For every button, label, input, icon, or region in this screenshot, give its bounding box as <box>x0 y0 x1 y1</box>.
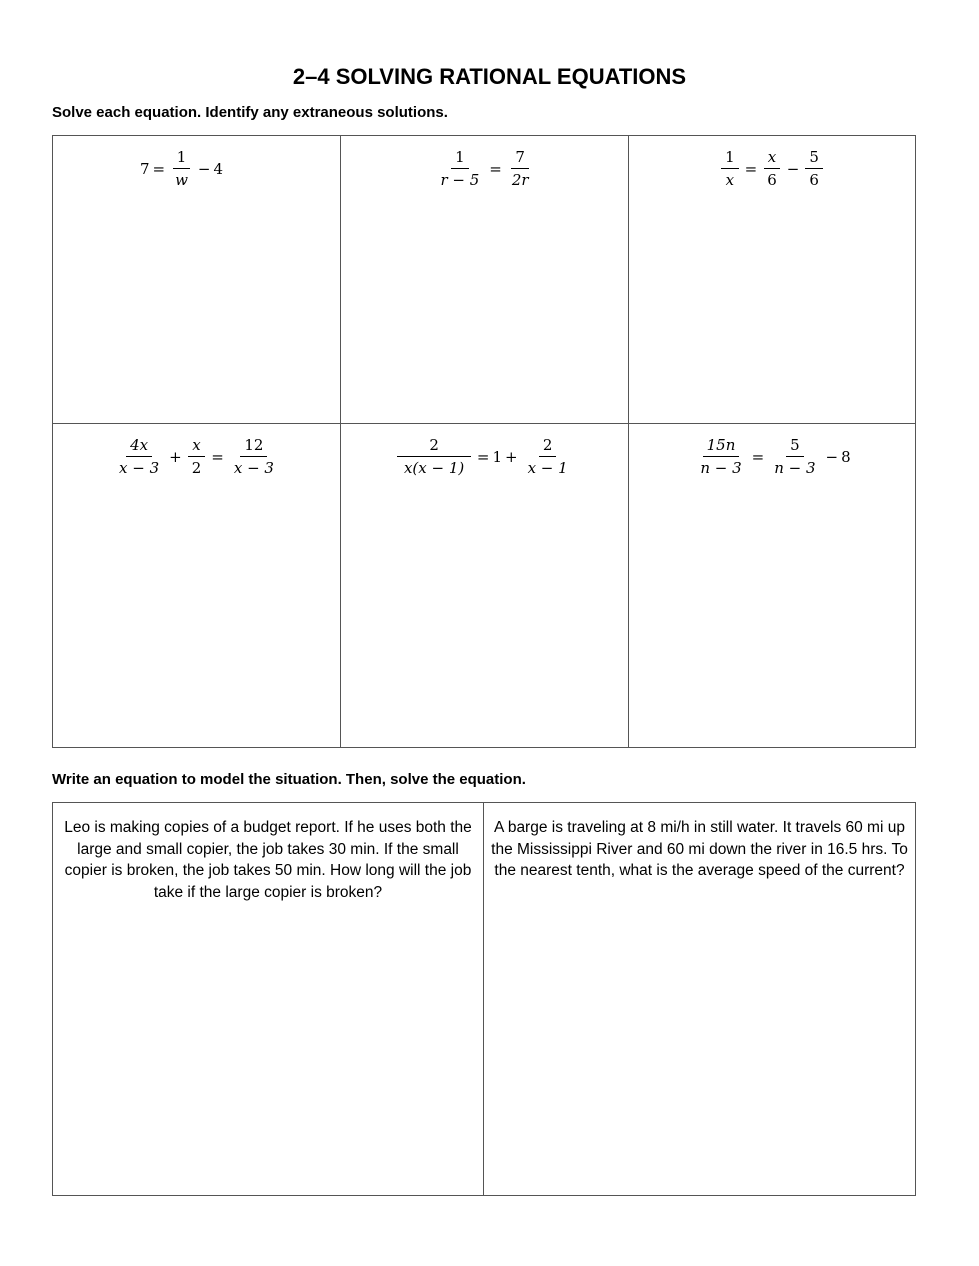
equation-cell-1[interactable] <box>53 136 341 424</box>
equation-cell-2[interactable] <box>341 136 629 424</box>
word-problem-cell-2[interactable] <box>484 803 915 1195</box>
section1-instruction: Solve each equation. Identify any extraneous solutions. <box>52 104 448 121</box>
section2-instruction: Write an equation to model the situation. Then, solve the equation. <box>52 771 526 788</box>
equation-3: $\frac{1}{x}$ = $\frac{x}{6}$ − $\frac{5}{6}$ <box>629 148 915 189</box>
page-title: 2–4 SOLVING RATIONAL EQUATIONS <box>292 64 687 89</box>
equation-cell-4[interactable] <box>53 424 341 747</box>
word-problem-1: Leo is making copies of a budget report. If he uses both the large and small copier, the job takes 30 min. If the small copier is broken, the job takes 50 min. How long will the job take if the large copier is broken? <box>64 819 472 901</box>
word-problem-grid <box>52 802 916 1196</box>
equation-6: $\frac{15n}{n - 3}$ = $\frac{5}{n - 3}$ − 8 <box>700 436 851 477</box>
equation-cell-3[interactable] <box>629 136 915 424</box>
word-problem-cell-1[interactable] <box>53 803 484 1195</box>
equation-cell-6[interactable] <box>629 424 915 747</box>
equation-cell-5[interactable] <box>341 424 629 747</box>
equation-1: 7 = $\frac{1}{w}$ − 4 <box>139 148 224 189</box>
word-problem-2: A barge is traveling at 8 mi/h in still water. It travels 60 mi up the Mississippi River and 60 mi down the river in 16.5 hrs. To the nearest tenth, what is the average speed of the current? <box>491 819 908 879</box>
equation-2: $\frac{1}{r - 5}$ = $\frac{7}{2r}$ <box>440 148 529 189</box>
equation-grid <box>52 135 916 748</box>
equation-5: $\frac{2}{x(x - 1)}$ = 1 + $\frac{2}{x - 1}$ <box>341 436 628 477</box>
equation-4: $\frac{4x}{x - 3}$ + $\frac{x}{2}$ = $\frac{12}{x - 3}$ <box>119 436 274 477</box>
